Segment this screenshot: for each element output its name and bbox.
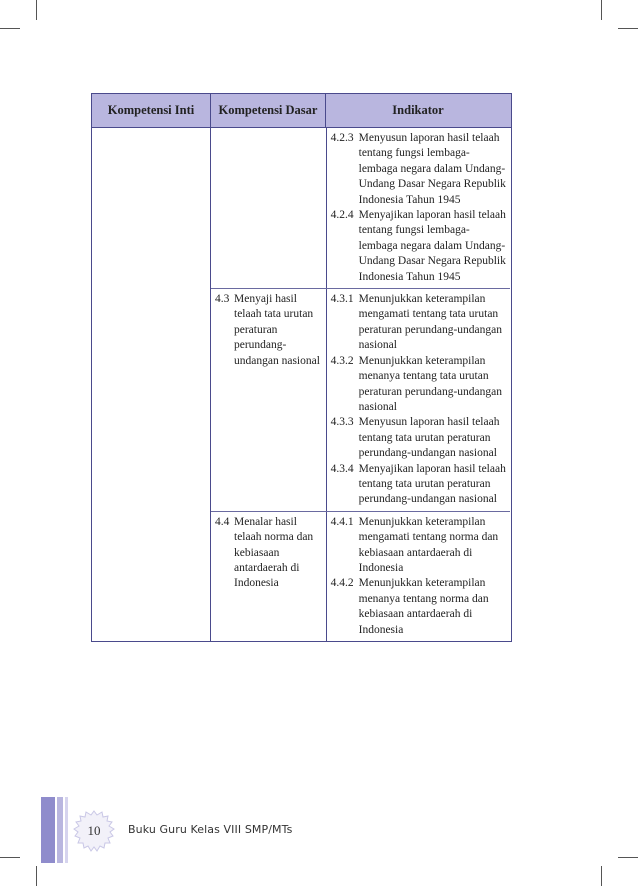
- header-kompetensi-inti: Kompetensi Inti: [107, 103, 195, 117]
- header-indikator: Indikator: [325, 94, 510, 127]
- kd-number: 4.3: [215, 293, 230, 306]
- footer-accent-bar: [41, 797, 55, 863]
- table-header: [92, 94, 511, 128]
- indicator-number: 4.3.3: [330, 416, 354, 429]
- indicator-number: 4.2.3: [330, 132, 354, 144]
- indicator-text: Menunjukkan keterampilan menanya tentang norma dan kebiasaan antardaerah di Indonesia: [358, 577, 489, 636]
- indicator-text: Menunjukkan keterampilan mengamati tentang tata urutan peraturan perundang-undangan nasional: [358, 293, 502, 352]
- indicator-text: Menyusun laporan hasil telaah tentang tata urutan peraturan perundang-undangan nasional: [358, 416, 500, 460]
- crop-mark: [0, 857, 20, 858]
- crop-mark: [618, 857, 638, 858]
- indikator-cell: [326, 128, 510, 288]
- indicator-item: [331, 415, 507, 461]
- indicator-text: Menyusun laporan hasil telaah tentang fungsi lembaga-lembaga negara dalam Undang-Undang Dasar Negara Republik Indonesia Tahun 1945: [358, 132, 506, 206]
- indicator-item: [331, 131, 507, 208]
- kompetensi-dasar-cell: [211, 512, 326, 641]
- kd-indicator-rows: [210, 128, 510, 641]
- kompetensi-dasar-cell: [211, 128, 326, 288]
- kompetensi-inti-cell: [92, 128, 210, 641]
- indicator-item: [331, 292, 507, 354]
- kd-item: [215, 515, 323, 592]
- crop-mark: [601, 866, 602, 886]
- indicator-text: Menyajikan laporan hasil telaah tentang tata urutan peraturan perundang-undangan nasional: [358, 462, 506, 506]
- crop-mark: [0, 28, 20, 29]
- kd-item: [215, 292, 323, 369]
- table-row: [211, 128, 510, 288]
- indicator-item: [331, 515, 507, 577]
- kd-number: 4.4: [215, 515, 230, 528]
- indicator-item: [331, 576, 507, 638]
- indicator-text: Menunjukkan keterampilan mengamati tentang norma dan kebiasaan antardaerah di Indonesia: [358, 515, 499, 574]
- table-row: [211, 288, 510, 511]
- indikator-cell: [326, 512, 510, 641]
- indicator-number: 4.4.1: [330, 515, 354, 528]
- indicator-number: 4.4.2: [330, 577, 354, 590]
- book-title: Buku Guru Kelas VIII SMP/MTs: [128, 823, 293, 836]
- indicator-number: 4.3.4: [330, 462, 354, 475]
- page-number: 10: [87, 823, 101, 838]
- indicator-text: Menunjukkan keterampilan menanya tentang tata urutan peraturan perundang-undangan nasional: [358, 354, 502, 413]
- crop-mark: [36, 0, 37, 20]
- row-container: [211, 128, 510, 641]
- header-kompetensi-dasar: Kompetensi Dasar: [210, 94, 325, 127]
- kd-text: Menalar hasil telaah norma dan kebiasaan antardaerah di Indonesia: [234, 515, 314, 590]
- crop-mark: [36, 866, 37, 886]
- footer-accent-bar: [65, 797, 68, 863]
- crop-mark: [601, 0, 602, 20]
- kd-text: Menyaji hasil telaah tata urutan peraturan perundang-undangan nasional: [234, 293, 320, 367]
- kompetensi-dasar-cell: [211, 289, 326, 511]
- indikator-cell: [326, 289, 510, 511]
- indicator-text: Menyajikan laporan hasil telaah tentang fungsi lembaga-lembaga negara dalam Undang-Undang Dasar Negara Republik Indonesia Tahun 1945: [358, 209, 506, 283]
- indicator-number: 4.2.4: [330, 209, 354, 222]
- indicator-number: 4.3.2: [330, 354, 354, 367]
- crop-mark: [618, 28, 638, 29]
- table-row: [211, 511, 510, 641]
- indicator-item: [331, 462, 507, 508]
- indicator-item: [331, 354, 507, 416]
- table-body: [92, 128, 511, 641]
- indicator-item: [331, 208, 507, 285]
- footer-accent-bar: [57, 797, 63, 863]
- indicator-number: 4.3.1: [330, 293, 354, 306]
- competency-table: [91, 93, 512, 642]
